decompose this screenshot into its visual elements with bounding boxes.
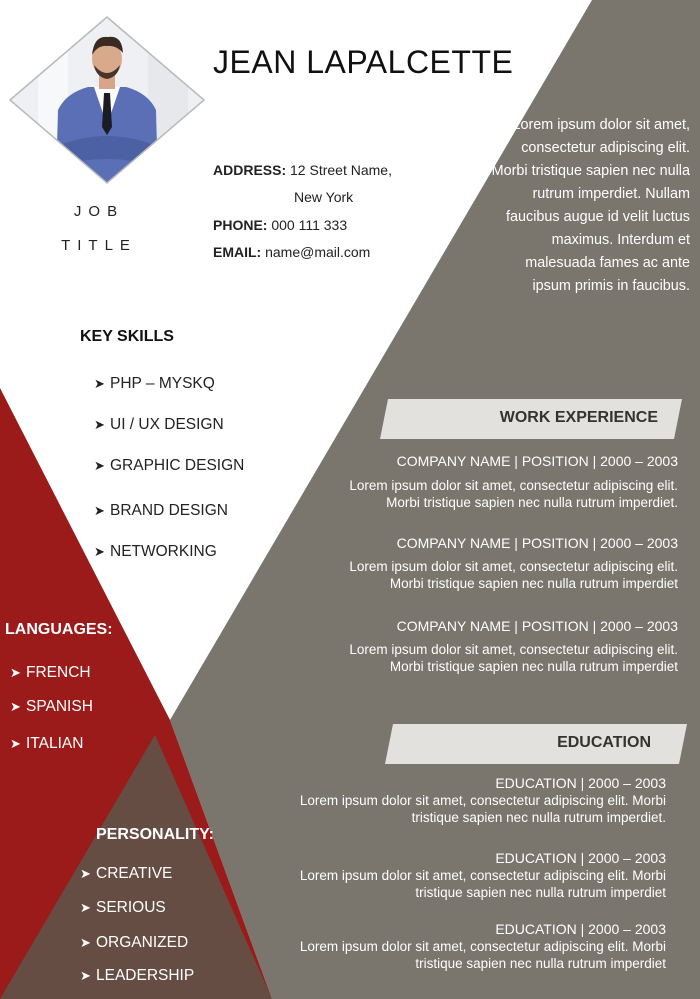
personality-title: PERSONALITY: xyxy=(96,826,214,843)
address-line xyxy=(213,162,392,178)
skill-label: BRAND DESIGN xyxy=(110,502,228,519)
chevron-right-icon: ➤ xyxy=(94,417,105,432)
skill-item xyxy=(94,375,215,393)
chevron-right-icon: ➤ xyxy=(10,736,21,751)
skill-label: PHP – MYSKQ xyxy=(110,375,215,392)
education-heading: EDUCATION | 2000 – 2003 xyxy=(495,921,666,937)
address-label: ADDRESS: xyxy=(213,162,287,178)
languages-title: LANGUAGES: xyxy=(5,621,113,638)
skill-label: GRAPHIC DESIGN xyxy=(110,457,245,474)
chevron-right-icon: ➤ xyxy=(80,968,91,983)
phone-value: 000 111 333 xyxy=(271,217,348,233)
education-heading: EDUCATION | 2000 – 2003 xyxy=(495,850,666,866)
language-label: ITALIAN xyxy=(26,735,84,752)
candidate-name: JEAN LAPALCETTE xyxy=(213,44,514,80)
skill-item xyxy=(94,543,217,561)
skill-item xyxy=(94,457,244,475)
personality-item xyxy=(80,865,172,883)
description-line: Morbi tristique sapien nec nulla rutrum imperdiet xyxy=(389,576,678,591)
language-label: SPANISH xyxy=(26,698,93,715)
work-experience-banner xyxy=(380,399,682,439)
skill-label: UI / UX DESIGN xyxy=(110,416,224,433)
experience-heading: COMPANY NAME | POSITION | 2000 – 2003 xyxy=(396,618,678,634)
language-item xyxy=(10,735,83,753)
description-line: Lorem ipsum dolor sit amet, consectetur adipiscing elit. xyxy=(349,478,678,493)
description-line: tristique sapien nec nulla rutrum imperdiet xyxy=(415,956,666,971)
description-line: tristique sapien nec nulla rutrum imperdiet xyxy=(415,885,666,900)
job-title-line-1: JOB xyxy=(73,203,125,220)
email-value: name@mail.com xyxy=(265,244,371,260)
education-description xyxy=(266,792,666,826)
description-line: tristique sapien nec nulla rutrum imperdiet. xyxy=(411,810,666,825)
description-line: Morbi tristique sapien nec nulla rutrum imperdiet. xyxy=(386,495,678,510)
chevron-right-icon: ➤ xyxy=(10,699,21,714)
description-line: Lorem ipsum dolor sit amet, consectetur adipiscing elit. Morbi xyxy=(299,793,666,808)
work-experience-title: WORK EXPERIENCE xyxy=(499,409,658,426)
experience-heading: COMPANY NAME | POSITION | 2000 – 2003 xyxy=(396,535,678,551)
experience-description xyxy=(298,477,678,511)
address-value-1: 12 Street Name, xyxy=(290,162,392,178)
email-line xyxy=(213,244,370,260)
personality-label: LEADERSHIP xyxy=(96,967,195,984)
language-item xyxy=(10,664,91,682)
personality-item xyxy=(80,967,194,985)
experience-description xyxy=(298,641,678,675)
language-label: FRENCH xyxy=(26,664,91,681)
description-line: Morbi tristique sapien nec nulla rutrum imperdiet xyxy=(389,659,678,674)
experience-heading: COMPANY NAME | POSITION | 2000 – 2003 xyxy=(396,453,678,469)
personality-item xyxy=(80,934,188,952)
job-title-line-2: TITLE xyxy=(61,237,137,254)
chevron-right-icon: ➤ xyxy=(80,935,91,950)
chevron-right-icon: ➤ xyxy=(10,665,21,680)
language-item xyxy=(10,698,93,716)
chevron-right-icon: ➤ xyxy=(94,544,105,559)
skill-item xyxy=(94,416,224,434)
address-value-2: New York xyxy=(294,189,354,205)
education-title: EDUCATION xyxy=(557,734,651,751)
key-skills-title: KEY SKILLS xyxy=(80,328,174,345)
education-description xyxy=(266,938,666,972)
description-line: Lorem ipsum dolor sit amet, consectetur adipiscing elit. Morbi xyxy=(299,868,666,883)
chevron-right-icon: ➤ xyxy=(94,458,105,473)
personality-label: ORGANIZED xyxy=(96,934,189,951)
personality-label: CREATIVE xyxy=(96,865,173,882)
chevron-right-icon: ➤ xyxy=(94,376,105,391)
phone-line xyxy=(213,217,347,233)
chevron-right-icon: ➤ xyxy=(94,503,105,518)
description-line: Lorem ipsum dolor sit amet, consectetur adipiscing elit. Morbi xyxy=(299,939,666,954)
skill-item xyxy=(94,502,228,520)
skill-label: NETWORKING xyxy=(110,543,217,560)
profile-photo xyxy=(8,15,206,185)
description-line: Lorem ipsum dolor sit amet, consectetur adipiscing elit. xyxy=(349,642,678,657)
education-heading: EDUCATION | 2000 – 2003 xyxy=(495,775,666,791)
about-text: Lorem ipsum dolor sit amet, consectetur adipiscing elit. Morbi tristique sapien nec nulla rutrum imperdiet. Nullam faucibus augue id velit luctus maximus. Interdum et malesuada fames ac ante ipsum primis in faucibus. xyxy=(491,117,690,294)
education-description xyxy=(266,867,666,901)
education-banner xyxy=(385,724,687,764)
personality-item xyxy=(80,899,166,917)
experience-description xyxy=(298,558,678,592)
personality-label: SERIOUS xyxy=(96,899,166,916)
description-line: Lorem ipsum dolor sit amet, consectetur adipiscing elit. xyxy=(349,559,678,574)
phone-label: PHONE: xyxy=(213,217,268,233)
chevron-right-icon: ➤ xyxy=(80,900,91,915)
email-label: EMAIL: xyxy=(213,244,262,260)
chevron-right-icon: ➤ xyxy=(80,866,91,881)
